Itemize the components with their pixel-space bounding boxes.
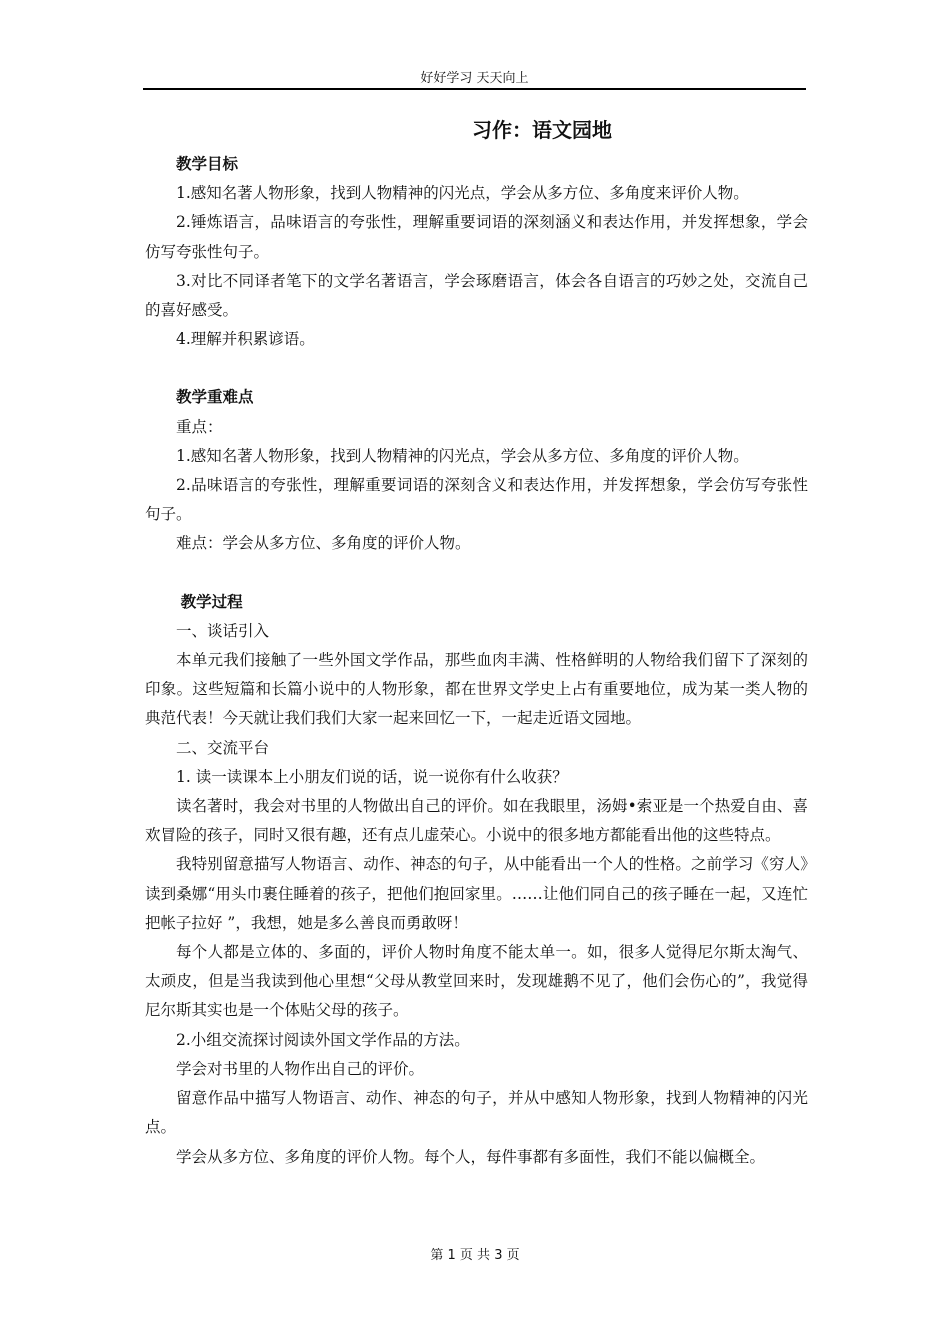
- focus-item: 2.品味语言的夸张性，理解重要词语的深刻含义和表达作用，并发挥想象，学会仿写夸张性句子。: [145, 476, 808, 524]
- paragraph: 读名著时，我会对书里的人物做出自己的评价。如在我眼里，汤姆•索亚是一个热爱自由、喜欢冒险的孩子，同时又很有趣，还有点儿虚荣心。小说中的很多地方都能看出他的这些特点。: [145, 797, 808, 845]
- page-footer: 第 1 页 共 3 页: [430, 1248, 520, 1263]
- focus-item: 1.感知名著人物形象，找到人物精神的闪光点，学会从多方位、多角度的评价人物。: [176, 446, 749, 465]
- paragraph: 本单元我们接触了一些外国文学作品，那些血肉丰满、性格鲜明的人物给我们留下了深刻的印象。这些短篇和长篇小说中的人物形象，都在世界文学史上占有重要地位，成为某一类人物的典范代表！今天就让我们我们大家一起来回忆一下，一起走近语文园地。: [145, 651, 808, 728]
- page-header: 好好学习 天天向上: [420, 71, 529, 86]
- focus-label: 重点：: [176, 417, 223, 436]
- document-body: [145, 150, 808, 1172]
- section-heading-process: 教学过程: [180, 592, 243, 611]
- section-heading-key-points: 教学重难点: [176, 388, 254, 407]
- step-title: 二、交流平台: [176, 738, 270, 757]
- paragraph: 我特别留意描写人物语言、动作、神态的句子，从中能看出一个人的性格。之前学习《穷人》读到桑娜“用头巾裹住睡着的孩子，把他们抱回家里。……让他们同自己的孩子睡在一起，又连忙把帐子拉好 ”，我想，她是多么善良而勇敢呀！: [145, 855, 808, 932]
- section-spacer: [145, 354, 808, 383]
- goal-item: 4.理解并积累谚语。: [176, 330, 315, 349]
- paragraph: 学会对书里的人物作出自己的评价。: [176, 1059, 425, 1078]
- step-title: 一、谈话引入: [176, 621, 270, 640]
- paragraph: 每个人都是立体的、多面的，评价人物时角度不能太单一。如，很多人觉得尼尔斯太淘气、太顽皮，但是当我读到他心里想“父母从教堂回来时，发现雄鹅不见了，他们会伤心的”，我觉得尼尔斯其实也是一个体贴父母的孩子。: [145, 943, 808, 1020]
- header-divider: [143, 88, 806, 90]
- paragraph: 学会从多方位、多角度的评价人物。每个人，每件事都有多面性，我们不能以偏概全。: [176, 1147, 766, 1166]
- section-spacer: [145, 559, 808, 588]
- document-title: 习作：语文园地: [472, 118, 612, 142]
- goal-item: 2.锤炼语言，品味语言的夸张性，理解重要词语的深刻涵义和表达作用，并发挥想象，学会仿写夸张性句子。: [145, 213, 808, 261]
- difficulty-text: 难点：学会从多方位、多角度的评价人物。: [176, 534, 471, 553]
- goal-item: 3.对比不同译者笔下的文学名著语言，学会琢磨语言，体会各自语言的巧妙之处，交流自己的喜好感受。: [145, 271, 808, 320]
- goal-item: 1.感知名著人物形象，找到人物精神的闪光点，学会从多方位、多角度来评价人物。: [176, 184, 749, 203]
- question: 2.小组交流探讨阅读外国文学作品的方法。: [176, 1030, 470, 1049]
- paragraph: 留意作品中描写人物语言、动作、神态的句子，并从中感知人物形象，找到人物精神的闪光点。: [145, 1089, 808, 1137]
- question: 1. 读一读课本上小朋友们说的话，说一说你有什么收获？: [176, 767, 568, 786]
- section-heading-goals: 教学目标: [176, 155, 239, 173]
